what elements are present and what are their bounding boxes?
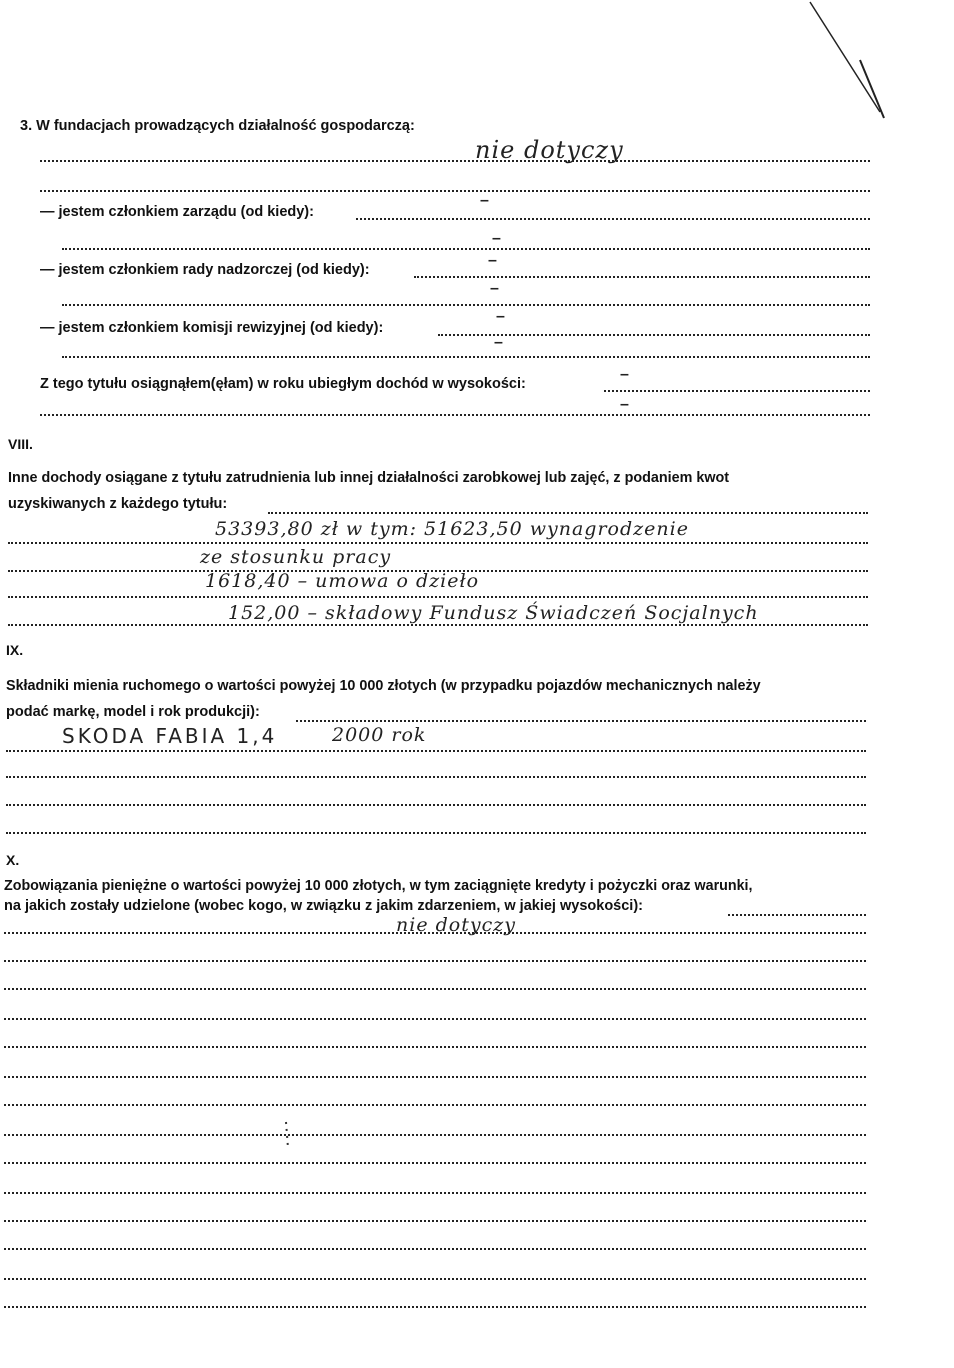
section-9-heading: IX. bbox=[6, 642, 24, 658]
section-10-text-line2: na jakich zostały udzielone (wobec kogo, w związku z jakim zdarzeniem, w jakiej wysokości): bbox=[4, 898, 643, 914]
section-8-handwritten-line3: 1618,40 – umowa o dzieło bbox=[205, 570, 480, 592]
handwritten-dash: – bbox=[496, 308, 505, 325]
handwritten-dash: – bbox=[480, 192, 489, 209]
section-3-title: 3. W fundacjach prowadzących działalność gospodarczą: bbox=[20, 118, 415, 134]
section-8-handwritten-line1: 53393,80 zł w tym: 51623,50 wynagrodzenie bbox=[215, 518, 689, 540]
handwritten-dash: – bbox=[494, 334, 503, 351]
dotted-line bbox=[4, 960, 866, 962]
section-8-heading: VIII. bbox=[8, 436, 33, 452]
komisja-label: — jestem członkiem komisji rewizyjnej (od kiedy): bbox=[40, 320, 384, 336]
dotted-line bbox=[4, 1018, 866, 1020]
rada-label: — jestem członkiem rady nadzorczej (od kiedy): bbox=[40, 262, 370, 278]
dotted-line bbox=[62, 248, 870, 250]
dotted-line bbox=[8, 542, 868, 544]
dotted-line bbox=[4, 1248, 866, 1250]
section-10-handwritten-answer: nie dotyczy bbox=[396, 914, 516, 936]
section-10-heading: X. bbox=[6, 852, 20, 868]
dotted-line bbox=[604, 390, 870, 392]
section-10-text-line1: Zobowiązania pieniężne o wartości powyżej 10 000 złotych, w tym zaciągnięte kredyty i pożyczki oraz warunki, bbox=[4, 878, 753, 894]
section-9-handwritten-year: 2000 rok bbox=[332, 724, 427, 746]
handwritten-dash: – bbox=[620, 396, 629, 413]
section-8-handwritten-line2: ze stosunku pracy bbox=[200, 546, 392, 568]
section-9-text-line2: podać markę, model i rok produkcji): bbox=[6, 704, 260, 720]
section-9-text-line1: Składniki mienia ruchomego o wartości powyżej 10 000 złotych (w przypadku pojazdów mechanicznych należy bbox=[6, 678, 761, 694]
dotted-line bbox=[4, 1104, 866, 1106]
dotted-line bbox=[8, 624, 868, 626]
dotted-line bbox=[4, 1134, 866, 1136]
dotted-line bbox=[6, 832, 866, 834]
dotted-line bbox=[6, 804, 866, 806]
dotted-line bbox=[40, 414, 870, 416]
dotted-line bbox=[4, 988, 866, 990]
dotted-line bbox=[4, 1306, 866, 1308]
dotted-line bbox=[4, 1046, 866, 1048]
handwritten-dash: – bbox=[488, 252, 497, 269]
section-8-handwritten-line4: 152,00 – składowy Fundusz Świadczeń Socjalnych bbox=[228, 602, 759, 624]
dotted-line bbox=[4, 1192, 866, 1194]
handwritten-dash: – bbox=[620, 366, 629, 383]
dotted-line bbox=[40, 190, 870, 192]
handwritten-dash: – bbox=[490, 280, 499, 297]
dotted-line bbox=[4, 1220, 866, 1222]
dochod-label: Z tego tytułu osiągnąłem(ęłam) w roku ubiegłym dochód w wysokości: bbox=[40, 376, 526, 392]
dotted-line bbox=[40, 160, 870, 162]
dotted-line bbox=[356, 218, 870, 220]
dotted-line bbox=[6, 750, 866, 752]
section-8-text-line1: Inne dochody osiągane z tytułu zatrudnienia lub innej działalności zarobkowej lub zajęć, z podaniem kwot bbox=[8, 470, 730, 486]
dotted-line bbox=[4, 1162, 866, 1164]
dotted-line bbox=[268, 512, 868, 514]
section-8-text-line2: uzyskiwanych z każdego tytułu: bbox=[8, 496, 228, 512]
dotted-line bbox=[4, 1076, 866, 1078]
dotted-line bbox=[4, 1278, 866, 1280]
zarzad-label: — jestem członkiem zarządu (od kiedy): bbox=[40, 204, 314, 220]
section-9-handwritten-car: SKODA FABIA 1,4 bbox=[62, 724, 278, 748]
dotted-line bbox=[728, 914, 866, 916]
dotted-line bbox=[6, 776, 866, 778]
dotted-line bbox=[8, 596, 868, 598]
dotted-line bbox=[62, 356, 870, 358]
handwritten-dash: – bbox=[492, 230, 501, 247]
dotted-line bbox=[296, 720, 866, 722]
section-3-handwritten-answer: nie dotyczy bbox=[475, 136, 624, 164]
dotted-line bbox=[414, 276, 870, 278]
dotted-line bbox=[62, 304, 870, 306]
